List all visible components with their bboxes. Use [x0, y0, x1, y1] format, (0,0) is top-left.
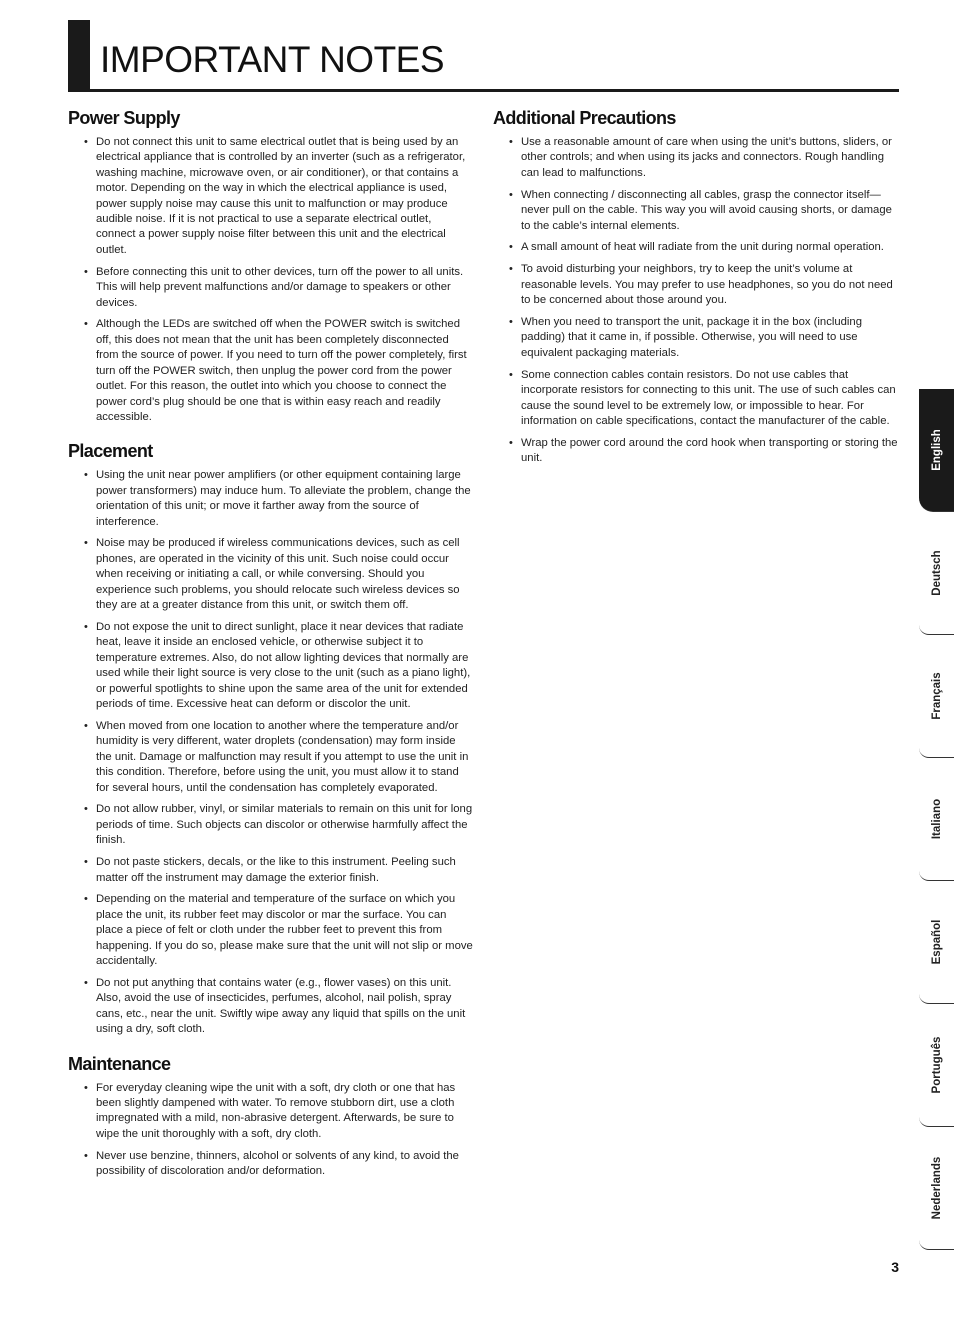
tab-label: Español: [930, 919, 943, 965]
tab-espanol[interactable]: [919, 881, 954, 1004]
tab-italiano[interactable]: [919, 758, 954, 881]
tab-label: English: [930, 429, 943, 471]
section-heading-maintenance: Maintenance: [68, 1053, 171, 1074]
tab-nederlands[interactable]: [919, 1127, 954, 1250]
tab-label: Italiano: [930, 798, 943, 840]
list-item: • Do not paste stickers, decals, or the like to this instrument. Peeling such matter off the instrument may damage the exterior finish.: [68, 855, 474, 886]
placement-list: [68, 468, 474, 1037]
tab-portugues[interactable]: [919, 1004, 954, 1127]
list-item: • Before connecting this unit to other devices, turn off the power to all units. This will help prevent malfunctions and/or damage to speakers or other devices.: [68, 265, 474, 311]
title-accent-bar: [68, 20, 90, 92]
power-supply-list: [68, 135, 474, 425]
right-column: [493, 106, 900, 473]
list-item: • When you need to transport the unit, package it in the box (including padding) that it came in, if possible. Otherwise, you will need to use equivalent packaging materials.: [493, 315, 900, 361]
tab-deutsch[interactable]: [919, 512, 954, 635]
left-column: [68, 106, 474, 1186]
tab-francais[interactable]: [919, 635, 954, 758]
language-tabs: [919, 389, 954, 1250]
page-title: IMPORTANT NOTES: [100, 39, 445, 80]
section-heading-placement: Placement: [68, 441, 153, 462]
list-item: • Use a reasonable amount of care when using the unit’s buttons, sliders, or other controls; and when using its jacks and connectors. Rough handling can lead to malfunctions.: [493, 135, 900, 181]
tab-english[interactable]: [919, 389, 954, 512]
list-item: • Some connection cables contain resistors. Do not use cables that incorporate resistors for connecting to this unit. The use of such cables can cause the sound level to be extremely low, or impossible to hear. For information on cable specifications, contact the manufacturer of the cable.: [493, 368, 900, 430]
page-number: 3: [891, 1259, 899, 1275]
tab-label: Nederlands: [930, 1156, 943, 1220]
list-item: • Wrap the power cord around the cord hook when transporting or storing the unit.: [493, 436, 900, 467]
list-item: • Do not allow rubber, vinyl, or similar materials to remain on this unit for long periods of time. Such objects can discolor or otherwise harmfully affect the finish.: [68, 802, 474, 848]
list-item: • To avoid disturbing your neighbors, try to keep the unit’s volume at reasonable levels. You may prefer to use headphones, so you do not need to be concerned about those around you.: [493, 262, 900, 308]
list-item: • Do not connect this unit to same electrical outlet that is being used by an electrical appliance that is controlled by an inverter (such as a refrigerator, washing machine, microwave oven, or air conditioner), or that contains a motor. Depending on the way in which the electrical appliance is used, power supply noise may cause this unit to malfunction or may produce audible noise. If it is not practical to use a separate electrical outlet, connect a power supply noise filter between this unit and the electrical outlet.: [68, 135, 474, 258]
tab-label: Português: [930, 1036, 943, 1094]
list-item: • Although the LEDs are switched off when the POWER switch is switched off, this does not mean that the unit has been completely disconnected from the source of power. If you need to turn off the power completely, first turn off the POWER switch, then unplug the power cord from the power outlet. For this reason, the outlet into which you choose to connect the power cord’s plug should be one that is within easy reach and readily accessible.: [68, 317, 474, 425]
section-heading-additional-precautions: Additional Precautions: [493, 108, 676, 128]
tab-label: Français: [930, 672, 943, 720]
section-heading-power-supply: Power Supply: [68, 108, 180, 128]
additional-precautions-list: [493, 135, 900, 467]
list-item: • When moved from one location to another where the temperature and/or humidity is very different, water droplets (condensation) may form inside the unit. Damage or malfunction may result if you attempt to use the unit in this condition. Therefore, before using the unit, you must allow it to stand for several hours, until the condensation has completely evaporated.: [68, 719, 474, 796]
list-item: • For everyday cleaning wipe the unit with a soft, dry cloth or one that has been slightly dampened with water. To remove stubborn dirt, use a cloth impregnated with a mild, non-abrasive detergent. Afterwards, be sure to wipe the unit thoroughly with a soft, dry cloth.: [68, 1081, 474, 1143]
title-underline: [68, 89, 899, 92]
list-item: • When connecting / disconnecting all cables, grasp the connector itself—never pull on the cable. This way you will avoid causing shorts, or damage to the cable’s internal elements.: [493, 188, 900, 234]
list-item: • Do not expose the unit to direct sunlight, place it near devices that radiate heat, leave it inside an enclosed vehicle, or otherwise subject it to temperature extremes. Also, do not allow lighting devices that normally are used while their light source is very close to the unit (such as a piano light), or powerful spotlights to shine upon the same area of the unit for extended periods of time. Excessive heat can deform or discolor the unit.: [68, 620, 474, 712]
maintenance-list: [68, 1081, 474, 1180]
list-item: • Noise may be produced if wireless communications devices, such as cell phones, are operated in the vicinity of this unit. Such noise could occur when receiving or initiating a call, or while conversing. Should you experience such problems, you should relocate such wireless devices so they are at a greater distance from this unit, or switch them off.: [68, 536, 474, 613]
list-item: • Do not put anything that contains water (e.g., flower vases) on this unit. Also, avoid the use of insecticides, perfumes, alcohol, nail polish, spray cans, etc., near the unit. Swiftly wipe away any liquid that spills on the unit using a dry, soft cloth.: [68, 976, 474, 1038]
list-item: • Depending on the material and temperature of the surface on which you place the unit, its rubber feet may discolor or mar the surface. You can place a piece of felt or cloth under the rubber feet to prevent this from happening. If you do so, please make sure that the unit will not slip or move accidentally.: [68, 892, 474, 969]
list-item: • A small amount of heat will radiate from the unit during normal operation.: [493, 240, 900, 255]
tab-label: Deutsch: [930, 550, 943, 596]
list-item: • Using the unit near power amplifiers (or other equipment containing large power transformers) may induce hum. To alleviate the problem, change the orientation of this unit; or move it farther away from the source of interference.: [68, 468, 474, 530]
page-header: [68, 20, 899, 92]
list-item: • Never use benzine, thinners, alcohol or solvents of any kind, to avoid the possibility of discoloration and/or deformation.: [68, 1149, 474, 1180]
